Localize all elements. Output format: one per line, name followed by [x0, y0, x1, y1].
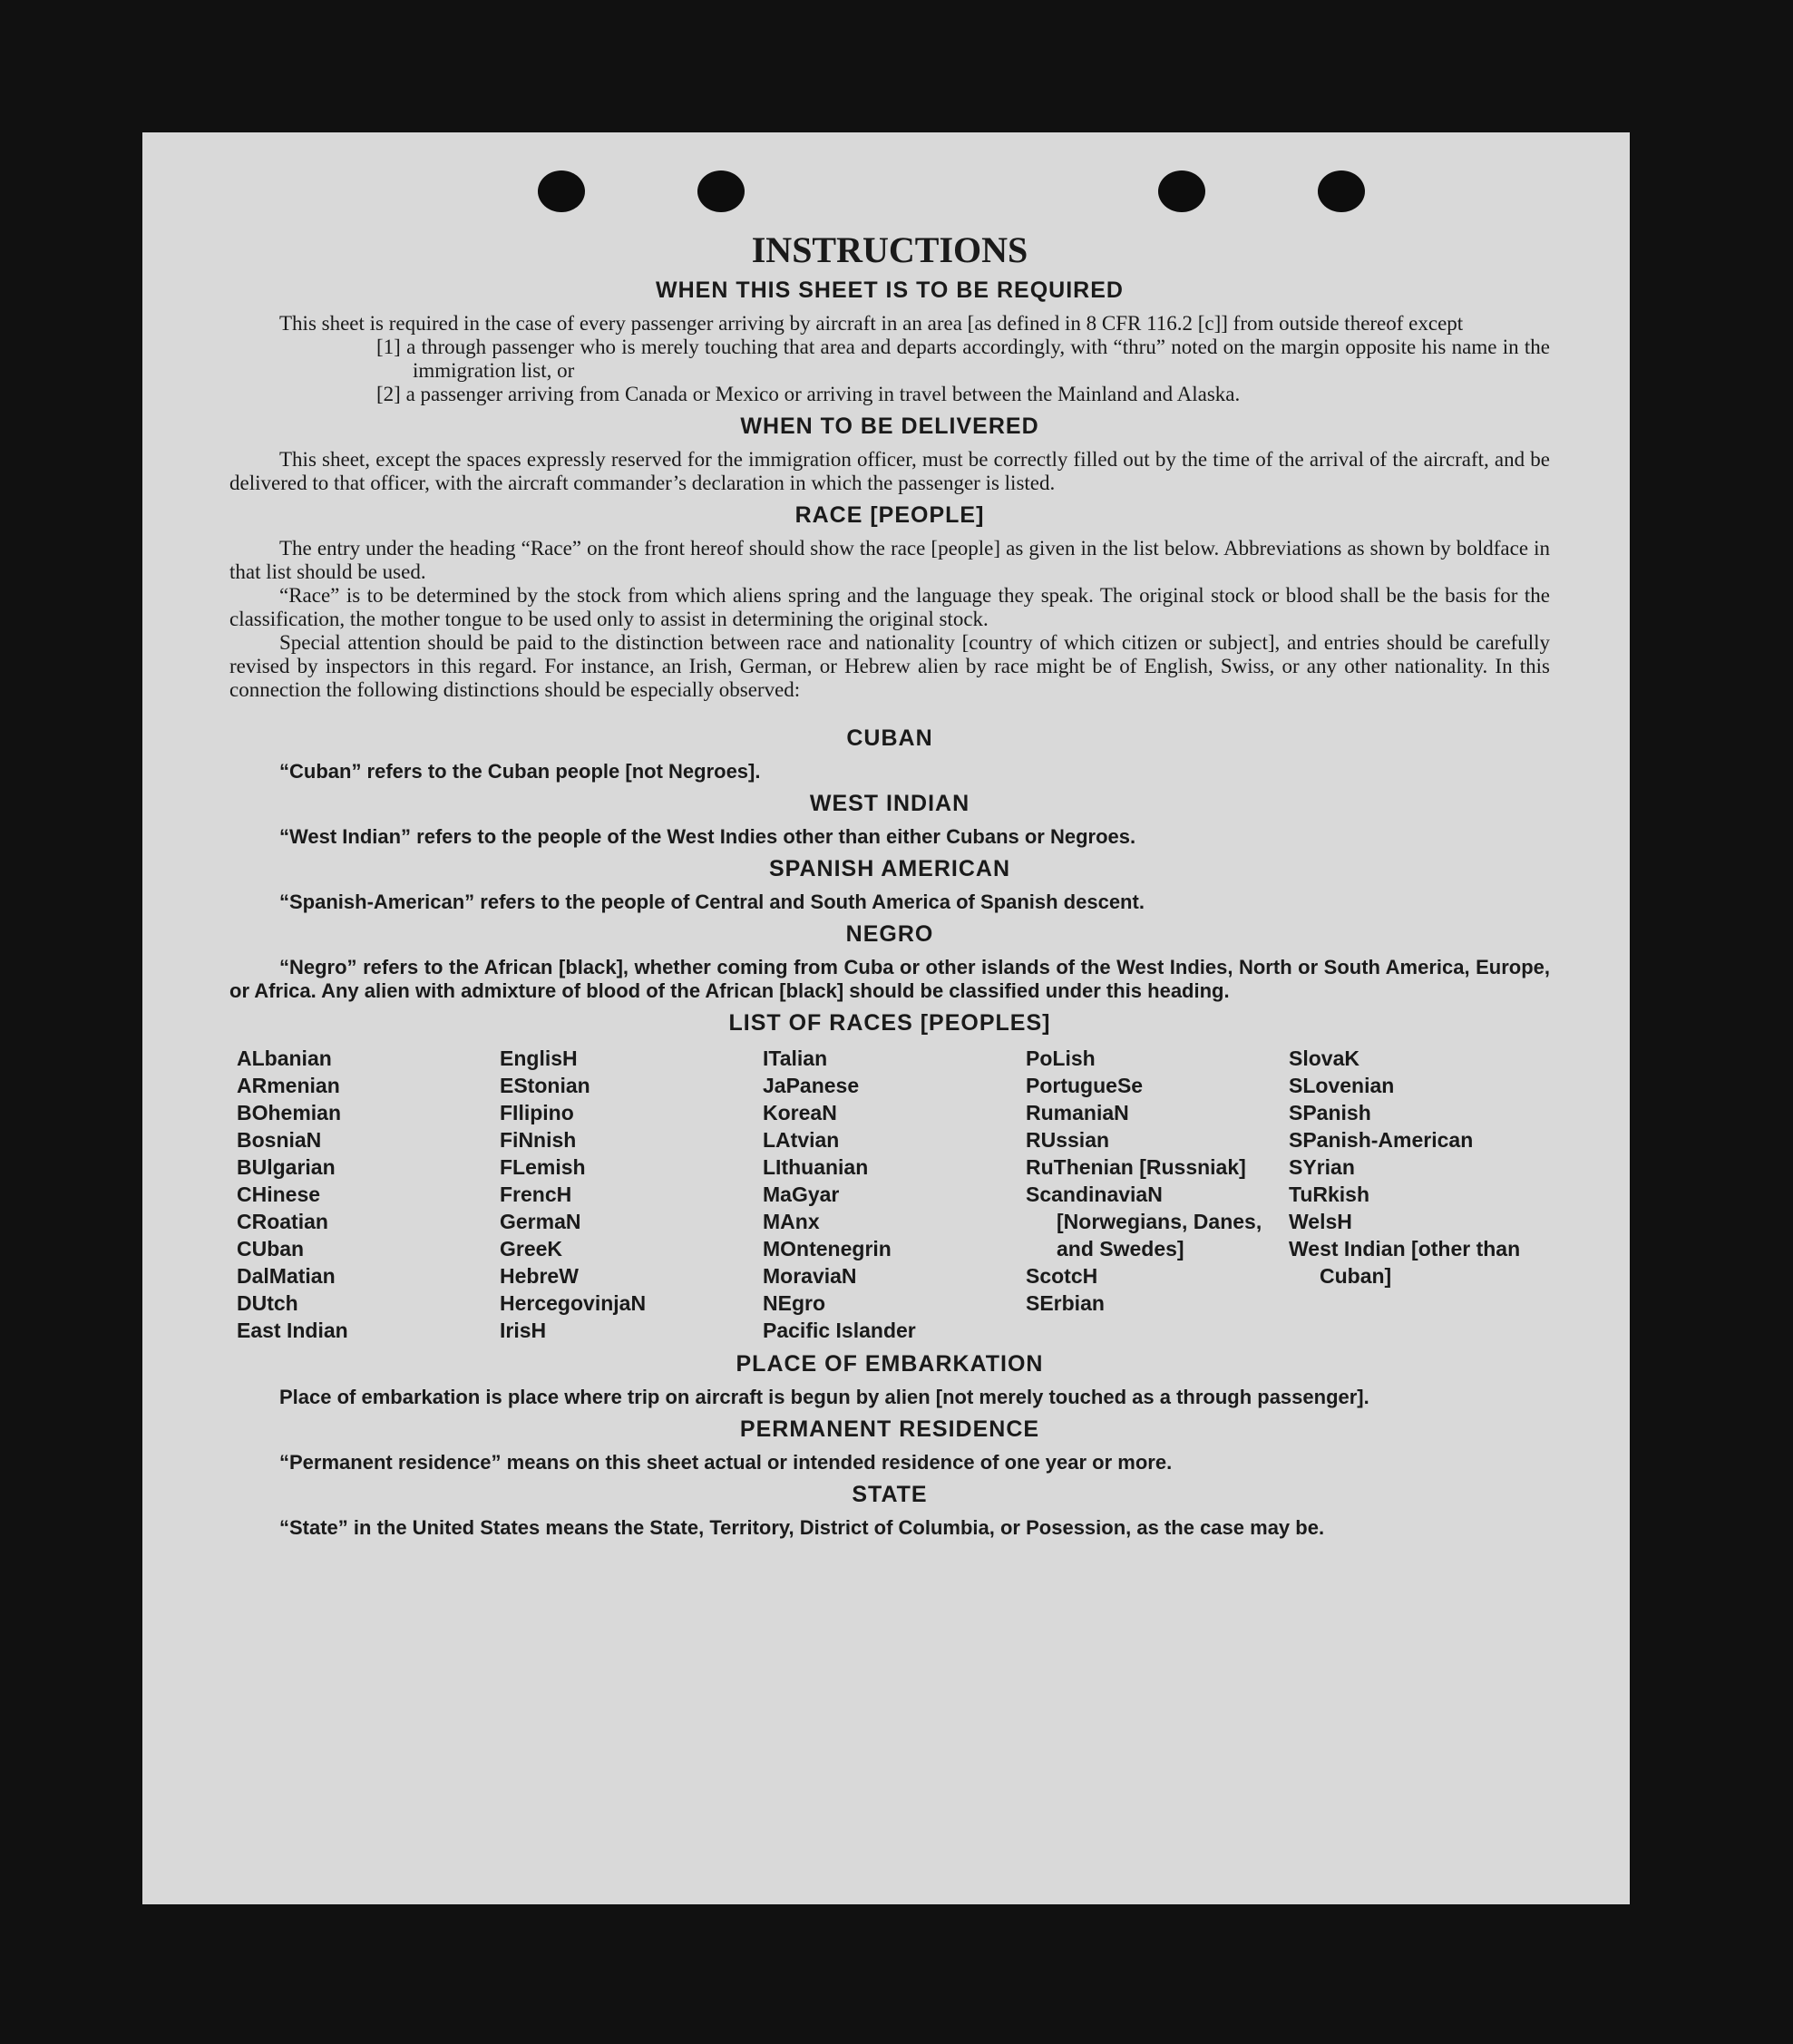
race-column [763, 1045, 1026, 1344]
race-column [1026, 1045, 1289, 1344]
heading-west-indian: WEST INDIAN [809, 791, 970, 816]
race-entry: SPanish [1289, 1101, 1371, 1124]
race-entry: IrisH [500, 1319, 547, 1342]
race-entry: BUlgarian [237, 1155, 336, 1179]
race-entry: RuThenian [Russniak] [1026, 1155, 1246, 1179]
race-entry: SlovaK [1289, 1046, 1359, 1070]
race-entry: MOntenegrin [763, 1237, 892, 1260]
heading-spanish-american: SPANISH AMERICAN [768, 856, 1010, 881]
race-entry: ScandinaviaN [Norwegians, Danes, and Swedes] [1026, 1183, 1262, 1260]
punch-hole [538, 170, 585, 212]
race-entry: SLovenian [1289, 1074, 1395, 1097]
instructions-content [229, 230, 1550, 1540]
race-entry: JaPanese [763, 1074, 860, 1097]
delivered-text: This sheet, except the spaces expressly reserved for the immigration officer, must be correctly filled out by the time of the arrival of the aircraft, and be delivered to that officer, with the aircraft commander’s declaration in which the passenger is listed. [229, 448, 1550, 494]
heading-embarkation: PLACE OF EMBARKATION [736, 1351, 1044, 1377]
spanish-american-text: “Spanish-American” refers to the people of Central and South America of Spanish descent. [279, 891, 1145, 913]
race-entry: FIlipino [500, 1101, 574, 1124]
race-entry: TuRkish [1289, 1183, 1370, 1206]
negro-text: “Negro” refers to the African [black], whether coming from Cuba or other islands of the West Indies, North or South America, Europe, or Africa. Any alien with admixture of blood of the African [black] should be classified under this heading. [229, 956, 1550, 1002]
race-entry: West Indian [other than Cuban] [1289, 1237, 1521, 1288]
cuban-text: “Cuban” refers to the Cuban people [not Negroes]. [279, 760, 761, 783]
race-entry: ALbanian [237, 1046, 332, 1070]
race-entry: MaGyar [763, 1183, 840, 1206]
residence-text: “Permanent residence” means on this sheet actual or intended residence of one year or more. [279, 1451, 1173, 1474]
race-entry: GreeK [500, 1237, 563, 1260]
race-entry: Pacific Islander [763, 1319, 916, 1342]
race-entry: NEgro [763, 1291, 825, 1315]
race-entry: SErbian [1026, 1291, 1105, 1315]
race-entry: PortugueSe [1026, 1074, 1144, 1097]
heading-list-of-races: LIST OF RACES [PEOPLES] [728, 1010, 1051, 1036]
race-entry: CUban [237, 1237, 305, 1260]
heading-state: STATE [852, 1482, 928, 1507]
required-intro: This sheet is required in the case of every passenger arriving by aircraft in an area [as defined in 8 CFR 116.2 [c]] from outside thereof except [279, 312, 1464, 335]
race-column [1289, 1045, 1552, 1344]
race-paragraph-3: Special attention should be paid to the distinction between race and nationality [country of which citizen or subject], and entries should be carefully revised by inspectors in this regard. For instance, an Irish, German, or Hebrew alien by race might be of English, Swiss, or any other nationality. In this connection the following distinctions should be especially observed: [229, 631, 1550, 701]
heading-race: RACE [PEOPLE] [794, 502, 985, 528]
race-entry: LAtvian [763, 1128, 840, 1152]
punch-hole [1158, 170, 1205, 212]
punch-hole [1318, 170, 1365, 212]
race-entry: ITalian [763, 1046, 828, 1070]
race-entry: EStonian [500, 1074, 590, 1097]
race-entry: RUssian [1026, 1128, 1110, 1152]
race-entry: FrencH [500, 1183, 572, 1206]
required-item-2: [2] a passenger arriving from Canada or Mexico or arriving in travel between the Mainland and Alaska. [376, 383, 1241, 405]
race-entry: ARmenian [237, 1074, 340, 1097]
race-paragraph-1: The entry under the heading “Race” on the front hereof should show the race [people] as given in the list below. Abbreviations as shown by boldface in that list should be used. [229, 537, 1550, 583]
heading-permanent-residence: PERMANENT RESIDENCE [739, 1416, 1040, 1442]
required-item-1: [1] a through passenger who is merely touching that area and departs accordingly, with “thru” noted on the margin opposite his name in the immigration list, or [376, 336, 1550, 382]
race-entry: MoraviaN [763, 1264, 857, 1288]
embarkation-text: Place of embarkation is place where trip on aircraft is begun by alien [not merely touched as a through passenger]. [279, 1386, 1369, 1408]
race-entry: PoLish [1026, 1046, 1096, 1070]
race-entry: CRoatian [237, 1210, 328, 1233]
race-entry: FiNnish [500, 1128, 577, 1152]
race-entry: BOhemian [237, 1101, 342, 1124]
race-entry: MAnx [763, 1210, 820, 1233]
race-list [229, 1045, 1550, 1344]
race-entry: KoreaN [763, 1101, 837, 1124]
heading-negro: NEGRO [845, 921, 934, 947]
page-title: INSTRUCTIONS [751, 229, 1028, 270]
document-sheet [142, 132, 1630, 1904]
race-entry: EnglisH [500, 1046, 578, 1070]
race-entry: BosniaN [237, 1128, 322, 1152]
punch-hole [697, 170, 745, 212]
race-entry: HebreW [500, 1264, 579, 1288]
race-entry: DalMatian [237, 1264, 336, 1288]
race-paragraph-2: “Race” is to be determined by the stock from which aliens spring and the language they speak. The original stock or blood shall be the basis for the classification, the mother tongue to be used only to assist in determining the original stock. [229, 584, 1550, 630]
race-column [500, 1045, 763, 1344]
west-indian-text: “West Indian” refers to the people of the West Indies other than either Cubans or Negroes. [279, 825, 1136, 848]
heading-required: WHEN THIS SHEET IS TO BE REQUIRED [656, 277, 1124, 303]
heading-delivered: WHEN TO BE DELIVERED [740, 414, 1039, 439]
race-entry: HercegovinjaN [500, 1291, 647, 1315]
race-entry: GermaN [500, 1210, 581, 1233]
race-entry: FLemish [500, 1155, 586, 1179]
race-entry: WelsH [1289, 1210, 1352, 1233]
race-entry: ScotcH [1026, 1264, 1098, 1288]
state-text: “State” in the United States means the State, Territory, District of Columbia, or Posession, as the case may be. [279, 1516, 1325, 1539]
race-entry: CHinese [237, 1183, 321, 1206]
race-entry: SPanish-American [1289, 1128, 1474, 1152]
race-entry: SYrian [1289, 1155, 1355, 1179]
race-column [237, 1045, 500, 1344]
heading-cuban: CUBAN [846, 725, 933, 751]
race-entry: DUtch [237, 1291, 298, 1315]
race-entry: LIthuanian [763, 1155, 869, 1179]
race-entry: East Indian [237, 1319, 348, 1342]
race-entry: RumaniaN [1026, 1101, 1129, 1124]
